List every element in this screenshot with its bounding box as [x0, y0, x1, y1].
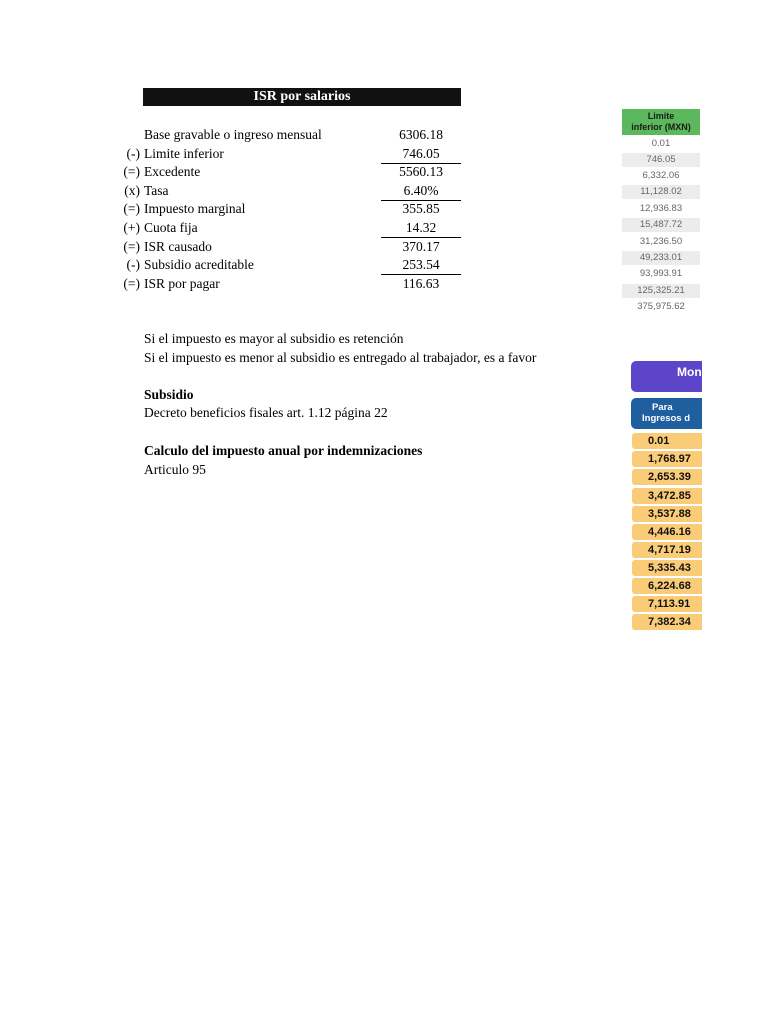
subsidio-cell: 5,335.43 [632, 560, 702, 576]
calc-row-subsidio [110, 256, 462, 275]
subsidio-cell: 1,768.97 [632, 451, 702, 467]
subsidio-text: Decreto beneficios fisales art. 1.12 página 22 [144, 405, 388, 420]
calc-label: Limite inferior [144, 145, 224, 161]
calc-value: 116.63 [402, 275, 440, 291]
calc-label: Tasa [144, 182, 169, 198]
limite-cell: 49,233.01 [622, 251, 700, 265]
subsidio-cell: 4,717.19 [632, 542, 702, 558]
indemnizaciones-text: Articulo 95 [144, 462, 206, 477]
calc-row-limite [110, 145, 462, 164]
calc-label: ISR causado [144, 238, 212, 254]
limite-cell: 0.01 [651, 138, 671, 149]
calc-op: (=) [123, 275, 140, 291]
limite-cell: 6,332.06 [642, 170, 680, 181]
calc-op: (-) [126, 145, 140, 161]
subsidio-top-banner: Mon [631, 361, 702, 392]
indemnizaciones-heading: Calculo del impuesto anual por indemnizaciones [144, 443, 423, 458]
isr-calc-table [110, 126, 462, 293]
limite-cell: 15,487.72 [622, 218, 700, 232]
calc-value: 253.54 [381, 256, 461, 275]
calc-row-impuesto-marginal [110, 200, 462, 219]
limite-header-line2: inferior (MXN) [631, 122, 691, 132]
subsidio-cell: 7,382.34 [632, 614, 702, 630]
calc-label: Cuota fija [144, 219, 198, 235]
calc-label: Impuesto marginal [144, 201, 246, 217]
subsidio-cell: 4,446.16 [632, 524, 702, 540]
calc-row-excedente [110, 163, 462, 182]
calc-value: 6.40% [381, 182, 461, 201]
calc-label: Subsidio acreditable [144, 257, 254, 273]
calc-label: ISR por pagar [144, 275, 220, 291]
subsidio-image [630, 360, 702, 632]
limite-inferior-image [618, 108, 702, 316]
limite-cell: 11,128.02 [622, 185, 700, 199]
note-retencion: Si el impuesto es mayor al subsidio es retención [144, 331, 404, 346]
calc-value: 370.17 [402, 238, 440, 254]
subsidio-cell: 0.01 [632, 433, 702, 449]
limite-cell: 93,993.91 [639, 268, 683, 279]
calc-row-base [110, 126, 462, 145]
limite-cell: 375,975.62 [637, 301, 685, 312]
calc-row-isr-por-pagar [110, 275, 462, 294]
calc-op: (=) [123, 164, 140, 180]
calc-value: 5560.13 [399, 164, 443, 180]
subsidio-cell: 3,472.85 [632, 488, 702, 504]
calc-value: 14.32 [381, 219, 461, 238]
calc-row-isr-causado [110, 238, 462, 257]
limite-header-line1: Limite [647, 111, 675, 121]
subsidio-sub-header [631, 398, 702, 429]
calc-value: 355.85 [402, 201, 440, 217]
subsidio-cell: 7,113.91 [632, 596, 702, 612]
calc-value: 746.05 [381, 145, 461, 164]
calc-op: (=) [123, 238, 140, 254]
limite-cell: 125,325.21 [622, 284, 700, 298]
sheet-title: ISR por salarios [143, 88, 461, 106]
note-a-favor: Si el impuesto es menor al subsidio es entregado al trabajador, es a favor [144, 350, 537, 365]
calc-value: 6306.18 [399, 127, 443, 142]
calc-op: (x) [124, 182, 140, 198]
subsidio-sub-line2: Ingresos d [642, 413, 691, 424]
subsidio-heading: Subsidio [144, 387, 194, 402]
subsidio-sub-line1: Para [652, 402, 673, 413]
calc-row-cuota-fija [110, 219, 462, 238]
calc-op: (+) [123, 219, 140, 235]
limite-inferior-header [622, 109, 700, 135]
subsidio-cell: 2,653.39 [632, 469, 702, 485]
calc-op: (=) [123, 201, 140, 217]
limite-cell: 31,236.50 [639, 236, 683, 247]
subsidio-cell: 6,224.68 [632, 578, 702, 594]
calc-label: Excedente [144, 164, 201, 180]
calc-row-tasa [110, 182, 462, 201]
calc-op: (-) [126, 257, 140, 273]
limite-cell: 12,936.83 [639, 203, 683, 214]
limite-cell: 746.05 [622, 153, 700, 167]
subsidio-cell: 3,537.88 [632, 506, 702, 522]
calc-label: Base gravable o ingreso mensual [144, 127, 322, 142]
